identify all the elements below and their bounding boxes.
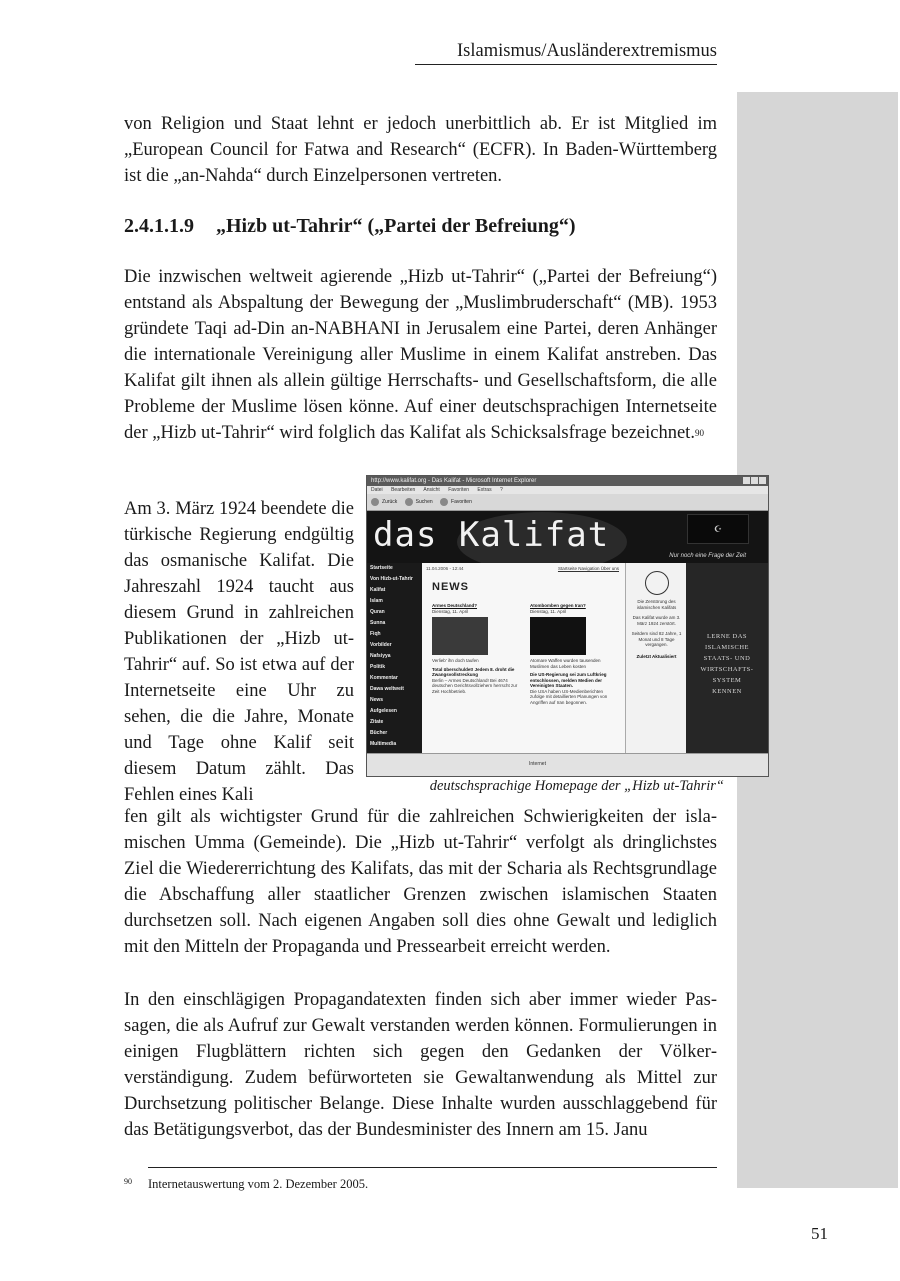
search-icon bbox=[405, 498, 413, 506]
promo-line: SYSTEM bbox=[712, 677, 742, 684]
footnote-reference: 90 bbox=[694, 428, 704, 438]
browser-toolbar bbox=[367, 494, 768, 511]
running-title: Islamismus/Ausländerextremismus bbox=[457, 41, 717, 61]
nav-item: Kommentar bbox=[370, 675, 398, 681]
news-column-1 bbox=[432, 603, 520, 694]
nav-item: News bbox=[370, 697, 384, 703]
window-title: http://www.kalifat.org - Das Kalifat - Microsoft Internet Explorer bbox=[371, 478, 537, 484]
promo-line: ISLAMISCHE bbox=[704, 644, 749, 651]
website-screenshot bbox=[366, 475, 769, 777]
nav-item: Nafsiyya bbox=[370, 653, 391, 659]
nav-item: Aufgelesen bbox=[370, 708, 397, 714]
menu-item: Ansicht bbox=[423, 487, 440, 493]
clock-text-1: Das Kalifat wurde am 3. März 1924 zerstört. bbox=[632, 615, 681, 626]
browser-statusbar bbox=[367, 753, 768, 777]
news-photo bbox=[530, 617, 586, 655]
paragraph-3-wide: fen gilt als wichtigster Grund für die zahlreichen Schwierigkeiten der islamischen Umma (Gemeinde). Die „Hizb ut-Tahrir“ verfolgt als dringlichstes Ziel die Wiedererrichtung des Kalifats, das mit der Scharia als Rechtsgrundlage die Abschaffung aller staatlicher Grenzen zwischen islamischen Staaten durchsetzen soll. Nach eigenen Angaben soll dies ohne Gewalt und lediglich mit den Mitteln der Propaganda und Pressearbeit erreicht werden. bbox=[124, 807, 717, 957]
nav-item: Fiqh bbox=[370, 631, 381, 637]
news-headline: Die US-Regierung sei zum Luftkrieg entschlossen, melden Medien der Vereinigten Staaten. bbox=[530, 672, 607, 688]
site-sidebar bbox=[625, 563, 687, 753]
menu-item: Datei bbox=[371, 487, 383, 493]
menu-item: Favoriten bbox=[448, 487, 470, 493]
site-logo: das Kalifat bbox=[373, 515, 610, 555]
nav-item: Sunna bbox=[370, 620, 386, 626]
site-content bbox=[422, 563, 625, 753]
nav-item: Islam bbox=[370, 598, 383, 604]
star-icon bbox=[440, 498, 448, 506]
nav-item: Startseite bbox=[370, 565, 393, 571]
site-tagline: Nur noch eine Frage der Zeit bbox=[669, 553, 746, 559]
news-date: Dienstag, 11. April bbox=[530, 608, 567, 614]
footnote-number: 90 bbox=[124, 1177, 132, 1186]
news-title: Armes Deutschland? bbox=[432, 603, 478, 608]
nav-item: Politik bbox=[370, 664, 386, 670]
news-date: Dienstag, 11. April bbox=[432, 608, 469, 614]
footnote bbox=[124, 1177, 368, 1192]
nav-item: Zitate bbox=[370, 719, 384, 725]
paragraph-2-text: Die inzwischen weltweit agierende „Hizb ut-Tahrir“ („Partei der Befreiung“) entstand als Abspaltung der Bewegung der „Muslimbruderschaft“ (MB). 1953 gründete Taqi ad-Din an-NABHANI in Jerusalem eine Partei, deren Anhänger die internationale Vereinigung aller Muslime in einem Kalifat anstreben. Das Kalifat gilt ihnen als allein gültige Herrschafts- und Gesellschaftsform, die alle Probleme der Muslime lösen könne. Auf einer deutschsprachigen Internetseite der „Hizb ut-Tahrir“ wird folglich das Kalifat als Schicksalsfrage bezeichnet. bbox=[124, 267, 717, 443]
page-number: 51 bbox=[811, 1224, 828, 1243]
nav-item: Von Hizb-ut-Tahrir bbox=[370, 576, 413, 582]
promo-text bbox=[686, 631, 768, 697]
paragraph-3-narrow: Am 3. März 1924 beendete die türkische Regierung endgültig das osmanische Kalifat. Die Jahreszahl 1924 taucht aus diesem Grund in zahlreichen Publikationen der „Hizb ut-Tahrir“ auf. So ist etwa auf der Internetseite eine Uhr zu sehen, die die Jahre, Monate und Tage ohne Kalif seit diesem Datum zählt. Das Fehlen eines Kali bbox=[124, 499, 354, 805]
site-nav bbox=[367, 563, 422, 753]
back-icon bbox=[371, 498, 379, 506]
nav-item: Kalifat bbox=[370, 587, 386, 593]
nav-item: Quran bbox=[370, 609, 385, 615]
site-date: 11.04.2006 - 12:44 bbox=[426, 566, 464, 571]
paragraph-4: In den einschlägigen Propagandatexten finden sich aber immer wieder Passagen, die als Aufruf zur Gewalt verstanden werden können. Formulierungen in einigen Flugblättern richten sich gegen den Gedanken der Völkerverständigung. Zudem befürworteten sie Gewaltanwendung als Mittel zur Durchsetzung politischer Belange. Diese Inhalte wurden ausschlaggebend für das Betätigungsverbot, das der Bundesminister des Innern am 15. Janu bbox=[124, 990, 717, 1140]
nav-item: Vorbilder bbox=[370, 642, 392, 648]
browser-titlebar bbox=[367, 476, 768, 486]
nav-item: Bücher bbox=[370, 730, 388, 736]
paragraph-1: von Religion und Staat lehnt er jedoch unerbittlich ab. Er ist Mitglied im „European Council for Fatwa and Research“ (ECFR). In Baden-Württemberg ist die „an-Nahda“ durch Einzelpersonen vertreten. bbox=[124, 114, 717, 186]
promo-line: LERNE DAS bbox=[706, 633, 748, 640]
footnote-text: Internetauswertung vom 2. Dezember 2005. bbox=[148, 1177, 369, 1191]
news-column-2 bbox=[530, 603, 618, 705]
updates-heading: Zuletzt Aktualisiert bbox=[636, 653, 677, 659]
nav-item: Multimedia bbox=[370, 741, 397, 747]
nav-item: Dawa weltweit bbox=[370, 686, 404, 692]
promo-line: STAATS- UND bbox=[703, 655, 751, 662]
footnote-rule bbox=[148, 1167, 717, 1168]
toolbar-favorites: Favoriten bbox=[451, 499, 472, 505]
news-headline: Total überschuldet! Jedem 8. droht die Zwangsvollstreckung bbox=[432, 666, 515, 677]
promo-line: KENNEN bbox=[712, 688, 742, 695]
toolbar-search: Suchen bbox=[415, 499, 433, 505]
toolbar-back: Zurück bbox=[382, 499, 398, 505]
section-title: „Hizb ut-Tahrir“ („Partei der Befreiung“) bbox=[216, 215, 576, 237]
menu-item: Extras bbox=[477, 487, 492, 493]
section-number: 2.4.1.1.9 bbox=[124, 215, 194, 237]
browser-menubar bbox=[367, 486, 768, 494]
clock-caption: Die Zerstörung des islamischen Kalifats bbox=[636, 599, 677, 610]
menu-item: ? bbox=[499, 487, 503, 493]
news-text: Berlin – Armes Deutschland! Bei 4674 deutschen Gerichtsvollziehern herrscht zur Zeit Hochbetrieb. bbox=[432, 677, 518, 694]
news-heading: NEWS bbox=[432, 581, 469, 593]
figure-caption: deutschsprachige Homepage der „Hizb ut-Tahrir“ bbox=[429, 778, 724, 794]
news-title: Atombomben gegen Iran? bbox=[530, 603, 586, 608]
news-photo-caption: Verlieb' ihn doch taufen bbox=[432, 658, 479, 663]
news-photo bbox=[432, 617, 488, 655]
site-top-links: Startseite Navigation Über uns bbox=[557, 566, 619, 571]
section-heading bbox=[124, 212, 724, 240]
promo-panel bbox=[686, 563, 768, 753]
flag-graphic: ☪ bbox=[687, 514, 749, 544]
news-text: Die USA haben US-Medienberichten zufolge mit detaillierten Planungen von Angriffen auf Iran begonnen. bbox=[530, 688, 608, 705]
promo-line: WIRTSCHAFTS- bbox=[700, 666, 754, 673]
menu-item: Bearbeiten bbox=[391, 487, 416, 493]
running-header bbox=[415, 40, 717, 65]
clock-icon bbox=[645, 571, 669, 595]
status-text: Internet bbox=[529, 761, 546, 767]
news-photo-caption: Atomare Waffen wurden tausenden Muslimen das Leben kosten bbox=[530, 658, 601, 669]
paragraph-2 bbox=[124, 264, 717, 446]
clock-text-2: Seitdem sind 82 Jahre, 1 Monat und 8 Tage vergangen. bbox=[631, 631, 682, 647]
